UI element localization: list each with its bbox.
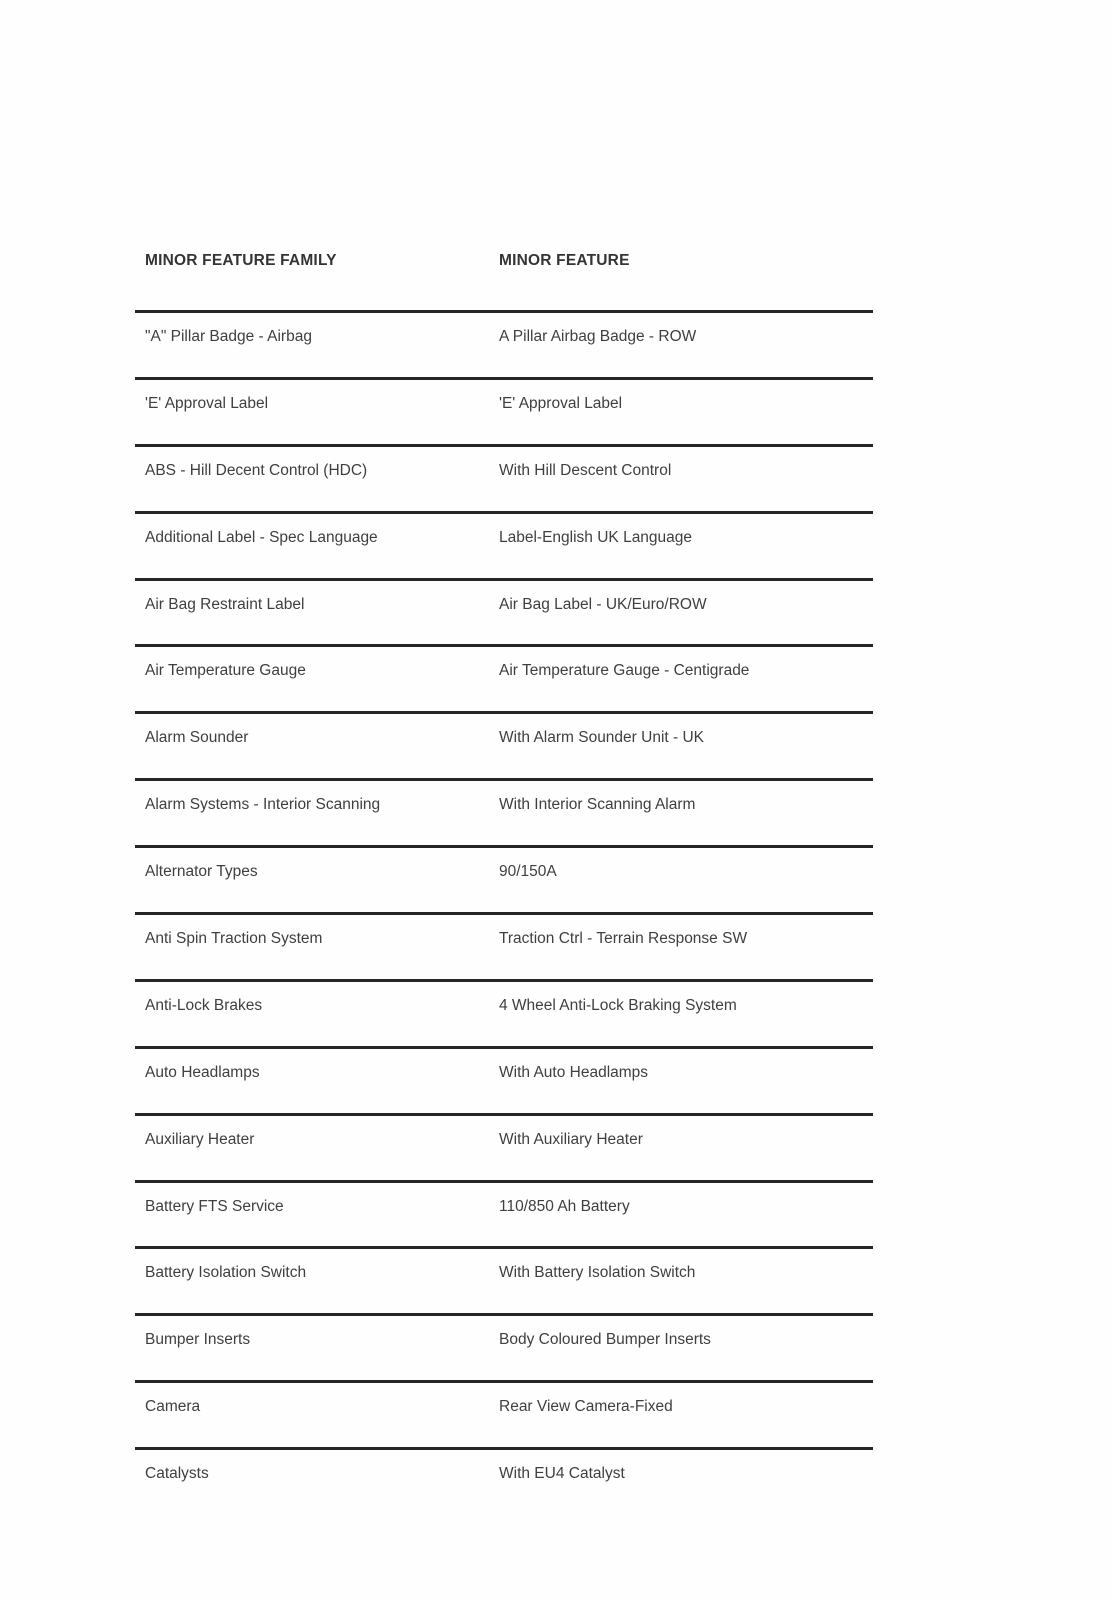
family-cell: Anti Spin Traction System [145, 930, 323, 948]
feature-cell: 4 Wheel Anti-Lock Braking System [499, 996, 737, 1014]
table-row [135, 1447, 873, 1514]
table-row [135, 578, 873, 645]
family-cell: Air Temperature Gauge [145, 662, 306, 680]
feature-cell: With Battery Isolation Switch [499, 1264, 696, 1282]
feature-cell: With Hill Descent Control [499, 461, 672, 479]
feature-cell: Air Bag Label - UK/Euro/ROW [499, 595, 707, 613]
feature-cell: A Pillar Airbag Badge - ROW [499, 328, 697, 345]
family-cell: 'E' Approval Label [145, 394, 269, 412]
family-cell: Additional Label - Spec Language [145, 528, 378, 546]
feature-cell: 'E' Approval Label [499, 394, 623, 412]
family-cell: Alarm Systems - Interior Scanning [145, 796, 381, 814]
table-row [135, 778, 873, 845]
table-row [135, 1380, 873, 1447]
feature-cell: With Auto Headlamps [499, 1063, 649, 1081]
table-row [135, 845, 873, 912]
table-row [135, 1313, 873, 1380]
feature-cell: With EU4 Catalyst [499, 1465, 625, 1483]
feature-cell: With Alarm Sounder Unit - UK [499, 729, 705, 747]
table-row [135, 912, 873, 979]
table-row [135, 511, 873, 578]
feature-cell: 90/150A [499, 863, 557, 881]
table-row [135, 1246, 873, 1313]
feature-cell: 110/850 Ah Battery [499, 1197, 630, 1215]
table-row [135, 644, 873, 711]
family-cell: Alternator Types [145, 863, 258, 881]
table-row [135, 377, 873, 444]
family-cell: Auto Headlamps [145, 1063, 260, 1081]
table-row [135, 444, 873, 511]
table-row [135, 1046, 873, 1113]
column-header-row [135, 252, 873, 270]
feature-cell: With Interior Scanning Alarm [499, 796, 696, 814]
family-cell: Catalysts [145, 1465, 209, 1483]
family-cell: Battery Isolation Switch [145, 1264, 307, 1282]
family-cell: Auxiliary Heater [145, 1130, 255, 1148]
table-row [135, 1180, 873, 1247]
feature-table-body [135, 310, 873, 1514]
table-row [135, 711, 873, 778]
family-cell: Camera [145, 1398, 201, 1416]
feature-cell: Air Temperature Gauge - Centigrade [499, 662, 750, 680]
family-cell: Alarm Sounder [145, 729, 249, 747]
feature-cell: Rear View Camera-Fixed [499, 1398, 673, 1416]
feature-cell: Body Coloured Bumper Inserts [499, 1331, 711, 1349]
table-row [135, 310, 873, 377]
column-header-family: MINOR FEATURE FAMILY [145, 252, 337, 269]
family-cell: Anti-Lock Brakes [145, 996, 263, 1014]
family-cell: Air Bag Restraint Label [145, 595, 305, 613]
feature-cell: Label-English UK Language [499, 528, 693, 546]
column-header-feature: MINOR FEATURE [499, 252, 630, 269]
table-row [135, 979, 873, 1046]
family-cell: Battery FTS Service [145, 1197, 284, 1215]
table-row [135, 1113, 873, 1180]
family-cell: ABS - Hill Decent Control (HDC) [145, 461, 368, 479]
family-cell: Bumper Inserts [145, 1331, 251, 1349]
feature-cell: With Auxiliary Heater [499, 1130, 643, 1148]
feature-cell: Traction Ctrl - Terrain Response SW [499, 930, 748, 948]
family-cell: "A" Pillar Badge - Airbag [145, 328, 312, 345]
